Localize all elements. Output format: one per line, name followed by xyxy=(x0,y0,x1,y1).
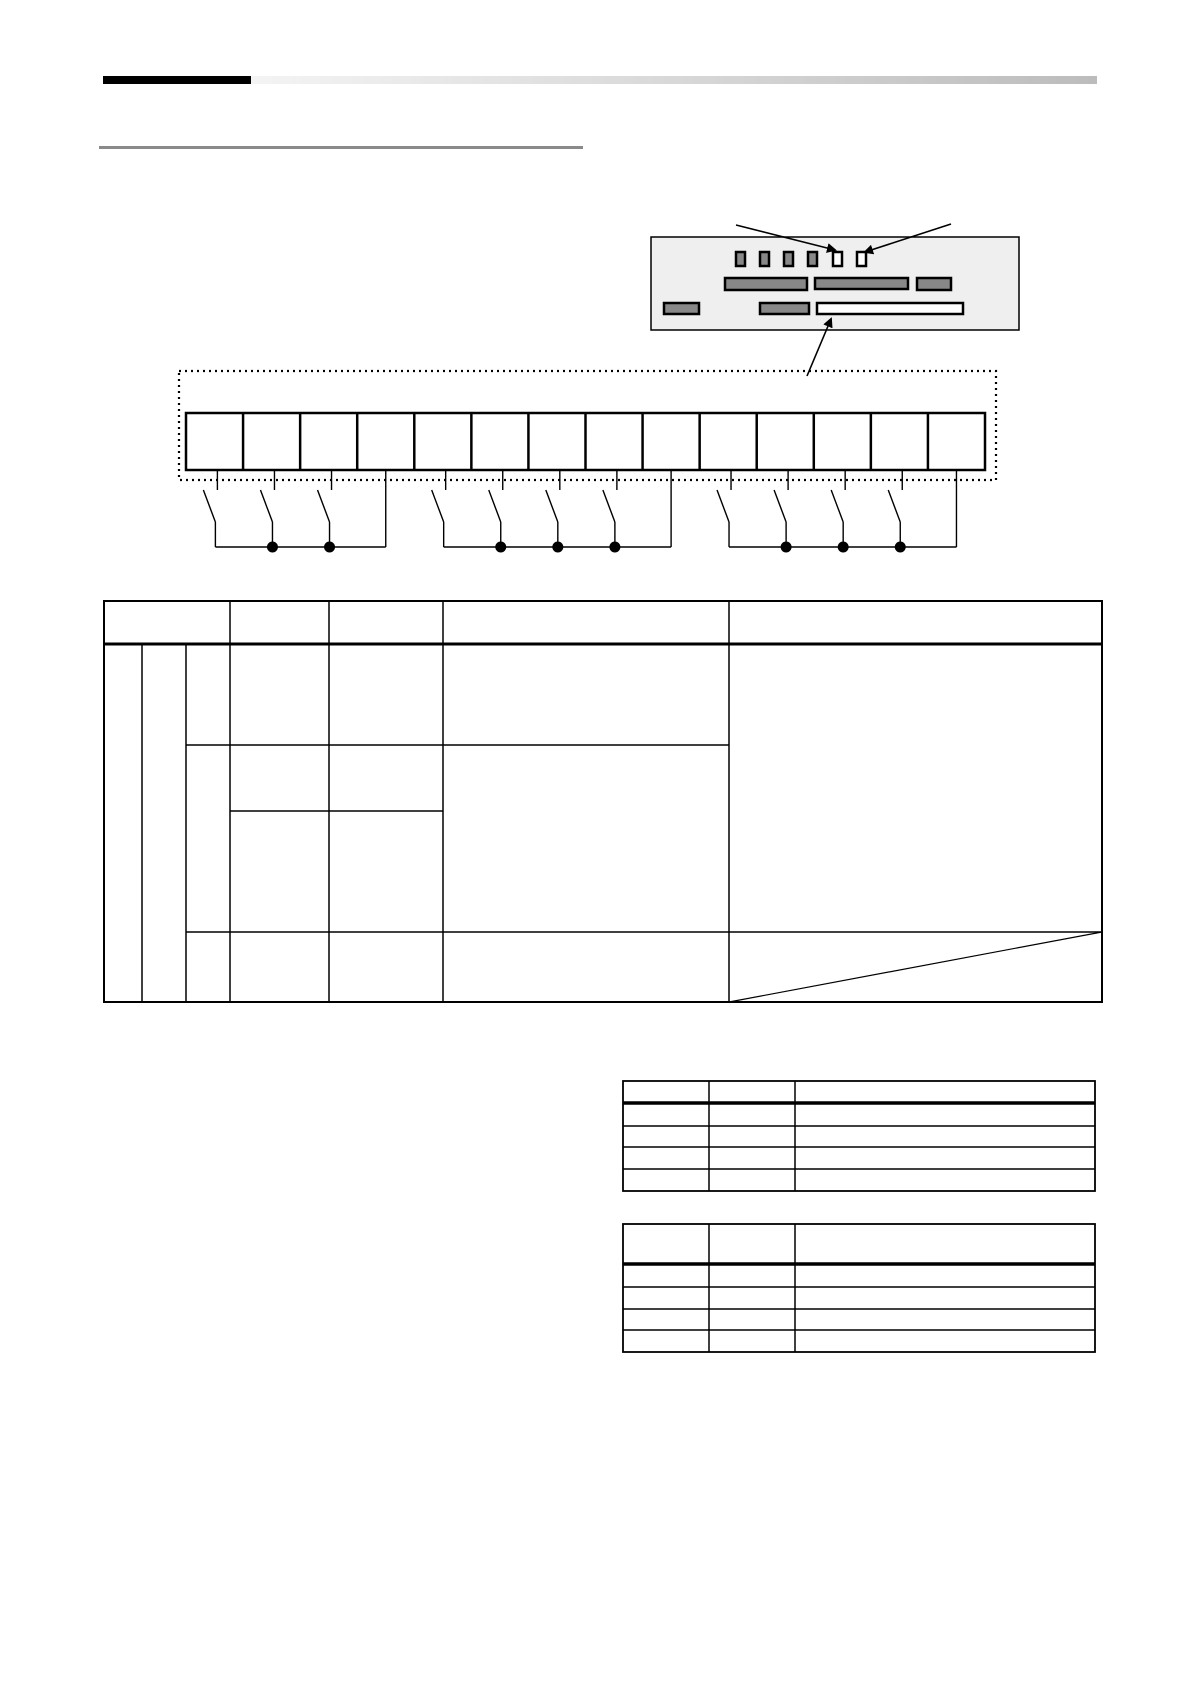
switch-wiring xyxy=(203,470,956,553)
pin xyxy=(760,252,769,266)
pin xyxy=(808,252,817,266)
junction-dot xyxy=(267,542,278,553)
junction-dot xyxy=(324,542,335,553)
switch-contact xyxy=(432,490,444,522)
switch-contact xyxy=(717,490,729,522)
small-table-2 xyxy=(623,1224,1095,1352)
terminal-block xyxy=(186,413,985,470)
header-bar xyxy=(103,76,1097,84)
switch-contact xyxy=(546,490,558,522)
switch-contact xyxy=(260,490,272,522)
switch-contact xyxy=(831,490,843,522)
switch-group-2 xyxy=(432,470,671,553)
switch-contact xyxy=(318,490,330,522)
switch-group-3 xyxy=(717,470,956,553)
header-bar-black xyxy=(103,76,251,84)
switch-contact xyxy=(489,490,501,522)
pin-highlighted xyxy=(857,252,866,266)
terminal-6 xyxy=(473,415,526,468)
switch-contact xyxy=(774,490,786,522)
pin xyxy=(784,252,793,266)
small-table-2-frame xyxy=(623,1224,1095,1352)
terminal-12 xyxy=(816,415,869,468)
terminal-2 xyxy=(245,415,298,468)
junction-dot xyxy=(495,542,506,553)
terminal-7 xyxy=(530,415,583,468)
section-underline xyxy=(99,146,583,149)
terminal-10 xyxy=(702,415,755,468)
pin-highlighted xyxy=(833,252,842,266)
terminal-4 xyxy=(359,415,412,468)
connector-panel xyxy=(651,237,1019,330)
small-table-1-frame xyxy=(623,1081,1095,1191)
switch-group-1 xyxy=(203,470,385,553)
terminal-1 xyxy=(188,415,241,468)
junction-dot xyxy=(552,542,563,553)
diagonal-empty-mark xyxy=(729,932,1102,1002)
switch-contact xyxy=(888,490,900,522)
terminal-13 xyxy=(873,415,926,468)
small-table-1 xyxy=(623,1081,1095,1191)
switch-contact xyxy=(203,490,215,522)
main-table xyxy=(104,601,1102,1002)
terminal-5 xyxy=(416,415,469,468)
terminal-3 xyxy=(302,415,355,468)
slot xyxy=(917,278,951,290)
terminal-9 xyxy=(645,415,698,468)
junction-dot xyxy=(609,542,620,553)
junction-dot xyxy=(838,542,849,553)
slot-highlighted xyxy=(817,303,963,314)
terminal-14 xyxy=(930,415,983,468)
terminal-11 xyxy=(759,415,812,468)
junction-dot xyxy=(895,542,906,553)
header-bar-gradient xyxy=(251,76,1097,84)
terminal-8 xyxy=(588,415,641,468)
slot xyxy=(760,303,809,314)
main-table-frame xyxy=(104,601,1102,1002)
pin xyxy=(736,252,745,266)
slot xyxy=(725,278,807,290)
slot xyxy=(815,278,908,289)
switch-contact xyxy=(603,490,615,522)
junction-dot xyxy=(781,542,792,553)
slot xyxy=(664,303,699,314)
